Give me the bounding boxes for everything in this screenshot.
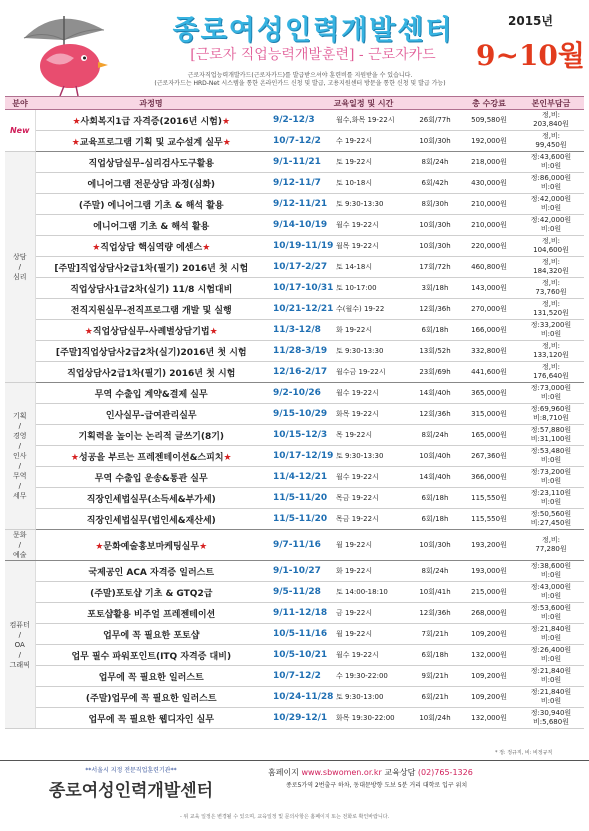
star-icon: ★ — [84, 326, 93, 337]
course-days: 토 10-18시 — [334, 173, 410, 194]
course-fee: 192,000원 — [460, 131, 518, 152]
table-row — [5, 278, 584, 299]
card-note-line: 근로자직업능력개발카드(근로자카드)를 발급받으셔야 훈련비를 지원받을 수 있습니다. — [187, 72, 413, 79]
course-text: 문화예술홍보마케팅실무 — [103, 541, 200, 552]
course-name: 인사실무-급여관리실무 — [35, 404, 267, 425]
star-icon: ★ — [92, 242, 101, 253]
course-name: 직업상담실무-심리검사도구활용 — [35, 152, 267, 173]
course-name: 업무에 꼭 필요한 일러스트 — [35, 666, 267, 687]
course-copay: 정:21,840원 비:0원 — [518, 624, 584, 645]
course-period: 9/2-10/26 — [267, 383, 334, 404]
table-row — [5, 362, 584, 383]
course-period: 9/12-11/21 — [267, 194, 334, 215]
course-period: 11/5-11/20 — [267, 488, 334, 509]
table-row — [5, 383, 584, 404]
course-period: 10/5-11/16 — [267, 624, 334, 645]
table-row — [5, 582, 584, 603]
category-separator: / — [18, 482, 21, 490]
course-copay: 정:26,400원 비:0원 — [518, 645, 584, 666]
course-hours: 10회/41h — [410, 582, 460, 603]
course-copay: 정:43,000원 비:0원 — [518, 582, 584, 603]
course-fee: 115,550원 — [460, 488, 518, 509]
table-row — [5, 561, 584, 582]
course-table — [5, 96, 584, 729]
course-name: 업무 필수 파워포인트(ITQ 자격증 대비) — [35, 645, 267, 666]
course-hours: 8회/24h — [410, 152, 460, 173]
table-row — [5, 645, 584, 666]
category-part: 상담 — [12, 253, 27, 261]
course-period: 9/11-12/18 — [267, 603, 334, 624]
course-copay: 정:53,480원 비:0원 — [518, 446, 584, 467]
course-fee: 218,000원 — [460, 152, 518, 173]
course-name: 업무에 꼭 필요한 포토샵 — [35, 624, 267, 645]
course-text: 성공을 부르는 프레젠테이션&스피치 — [78, 452, 224, 463]
table-row — [5, 530, 584, 561]
footer-disclaimer: - 위 교육 일정은 변경될 수 있으며, 교육일정 및 문의사항은 홈페이지 또는 전화로 확인바랍니다. — [180, 814, 390, 820]
table-row — [5, 215, 584, 236]
category-part: OA — [14, 640, 25, 649]
course-copay: 정:43,600원 비:0원 — [518, 152, 584, 173]
table-row — [5, 110, 584, 131]
course-copay: 정,비: 133,120원 — [518, 341, 584, 362]
category-separator: / — [18, 422, 21, 430]
category-part: 무역 — [12, 472, 27, 480]
star-icon: ★ — [70, 452, 79, 463]
star-icon: ★ — [71, 137, 80, 148]
course-hours: 14회/40h — [410, 383, 460, 404]
table-row — [5, 488, 584, 509]
homepage-label: 홈페이지 — [268, 768, 299, 777]
course-copay: 정:86,000원 비:0원 — [518, 173, 584, 194]
course-copay: 정:33,200원 비:0원 — [518, 320, 584, 341]
course-fee: 109,200원 — [460, 624, 518, 645]
course-copay: 정:73,200원 비:0원 — [518, 467, 584, 488]
course-copay: 정:53,600원 비:0원 — [518, 603, 584, 624]
course-hours: 17회/72h — [410, 257, 460, 278]
course-text: 직업상담 핵심역량 에센스 — [100, 242, 203, 253]
course-fee: 132,000원 — [460, 708, 518, 729]
course-copay: 정,비: 99,450원 — [518, 131, 584, 152]
category-separator: / — [18, 462, 21, 470]
course-name: 무역 수출입 계약&결제 실무 — [35, 383, 267, 404]
table-row — [5, 173, 584, 194]
course-name: 직장인세법실무(법인세&재산세) — [35, 509, 267, 530]
course-period: 10/17-2/27 — [267, 257, 334, 278]
course-name: 직업상담사2급1차(필기) 2016년 첫 시험 — [35, 362, 267, 383]
category-separator: / — [18, 442, 21, 450]
table-row — [5, 425, 584, 446]
course-name: 업무에 꼭 필요한 웹디자인 실무 — [35, 708, 267, 729]
course-hours: 13회/52h — [410, 341, 460, 362]
course-hours: 8회/30h — [410, 194, 460, 215]
course-period: 10/21-12/21 — [267, 299, 334, 320]
course-days: 목금 19-22시 — [334, 509, 410, 530]
course-fee: 193,200원 — [460, 530, 518, 561]
course-copay: 정:21,840원 비:0원 — [518, 666, 584, 687]
course-days: 토 9:30-13:30 — [334, 194, 410, 215]
course-name: 포토샵활용 비주얼 프레젠테이션 — [35, 603, 267, 624]
course-hours: 6회/18h — [410, 488, 460, 509]
course-text: 사회복지1급 자격증(2016년 시험) — [80, 116, 222, 127]
header-course: 과정명 — [35, 97, 267, 110]
course-days: 월수 19-22시 — [334, 383, 410, 404]
course-hours: 6회/42h — [410, 173, 460, 194]
table-row — [5, 603, 584, 624]
table-row — [5, 257, 584, 278]
table-row — [5, 299, 584, 320]
course-days: 월수금 19-22시 — [334, 362, 410, 383]
course-days: 월 19-22시 — [334, 530, 410, 561]
course-hours: 8회/24h — [410, 561, 460, 582]
page-title: 종로여성인력개발센터 — [172, 15, 454, 46]
footer-brand — [36, 765, 226, 801]
course-hours: 12회/36h — [410, 404, 460, 425]
year-label: 2015년 — [508, 14, 553, 28]
course-copay: 정:57,880원 비:31,100원 — [518, 425, 584, 446]
category-part: 문화 — [12, 531, 27, 539]
course-fee: 210,000원 — [460, 215, 518, 236]
course-name: 에니어그램 전문상담 과정(심화) — [35, 173, 267, 194]
header-copay: 본인부담금 — [518, 97, 584, 110]
course-hours: 9회/21h — [410, 666, 460, 687]
course-period: 9/1-11/21 — [267, 152, 334, 173]
course-days: 토 19-22시 — [334, 152, 410, 173]
course-fee: 165,000원 — [460, 425, 518, 446]
course-period: 10/15-12/3 — [267, 425, 334, 446]
course-copay: 정,비: 176,640원 — [518, 362, 584, 383]
course-hours: 10회/30h — [410, 530, 460, 561]
course-days: 토 10-17:00 — [334, 278, 410, 299]
footer-org-name: 종로여성인력개발센터 — [48, 781, 214, 801]
course-period: 9/14-10/19 — [267, 215, 334, 236]
course-copay: 정,비: 104,600원 — [518, 236, 584, 257]
course-period: 11/4-12/21 — [267, 467, 334, 488]
star-icon: ★ — [209, 326, 218, 337]
course-copay: 정:30,940원 비:5,680원 — [518, 708, 584, 729]
course-fee: 332,800원 — [460, 341, 518, 362]
course-copay: 정:73,000원 비:0원 — [518, 383, 584, 404]
table-row — [5, 404, 584, 425]
homepage-link[interactable]: www.sbwomen.or.kr — [301, 768, 382, 777]
course-name — [35, 530, 267, 561]
course-hours: 10회/40h — [410, 446, 460, 467]
course-name — [35, 236, 267, 257]
course-copay: 정,비: 184,320원 — [518, 257, 584, 278]
contact-label: 교육상담 — [384, 768, 416, 777]
course-days: 토 14:00-18:10 — [334, 582, 410, 603]
course-days: 화 19-22시 — [334, 320, 410, 341]
course-days: 화 19-22시 — [334, 561, 410, 582]
course-copay: 정:38,600원 비:0원 — [518, 561, 584, 582]
category-separator: / — [18, 630, 21, 639]
course-hours: 10회/30h — [410, 215, 460, 236]
course-period: 11/28-3/19 — [267, 341, 334, 362]
course-fee: 109,200원 — [460, 687, 518, 708]
course-name: 에니어그램 기초 & 해석 활용 — [35, 215, 267, 236]
star-icon: ★ — [223, 452, 232, 463]
table-row — [5, 708, 584, 729]
course-fee: 109,200원 — [460, 666, 518, 687]
table-row — [5, 131, 584, 152]
category-part: 그래픽 — [9, 660, 30, 669]
star-icon: ★ — [221, 116, 231, 127]
course-name: 직업상담사1급2차(실기) 11/8 시험대비 — [35, 278, 267, 299]
table-row — [5, 467, 584, 488]
course-name: 국제공인 ACA 자격증 일러스트 — [35, 561, 267, 582]
course-fee: 365,000원 — [460, 383, 518, 404]
course-name: (주말)업무에 꼭 필요한 일러스트 — [35, 687, 267, 708]
header-fee: 총 수강료 — [460, 97, 518, 110]
course-name — [35, 110, 267, 131]
course-days: 토 9:30-13:30 — [334, 341, 410, 362]
card-notes — [110, 72, 490, 88]
course-name: 직장인세법실무(소득세&부가세) — [35, 488, 267, 509]
course-days: 토 14-18시 — [334, 257, 410, 278]
course-fee: 193,000원 — [460, 561, 518, 582]
course-fee: 166,000원 — [460, 320, 518, 341]
course-fee: 267,360원 — [460, 446, 518, 467]
course-name: 기획력을 높이는 논리적 글쓰기(8기) — [35, 425, 267, 446]
course-hours: 23회/69h — [410, 362, 460, 383]
course-days: 월 19-22시 — [334, 624, 410, 645]
course-hours: 7회/21h — [410, 624, 460, 645]
category-part: 세무 — [12, 492, 27, 500]
category-separator: / — [18, 650, 21, 659]
course-copay: 정,비: 77,280원 — [518, 530, 584, 561]
star-icon: ★ — [222, 137, 231, 148]
category-cell — [5, 561, 35, 729]
table-row — [5, 624, 584, 645]
course-days: 월수,화목 19-22시 — [334, 110, 410, 131]
course-days: 토 9:30-13:00 — [334, 687, 410, 708]
category-cell — [5, 383, 35, 530]
course-days: 수 19-22시 — [334, 131, 410, 152]
category-separator: / — [18, 263, 21, 271]
page-header — [0, 0, 589, 72]
table-row — [5, 666, 584, 687]
card-note-line: (근로자카드는 HRD-Net 시스템을 통한 온라인카드 신청 및 발급, 고용지원센터 방문을 통한 신청 및 발급 가능) — [154, 80, 446, 87]
course-period: 9/7-11/16 — [267, 530, 334, 561]
course-fee: 441,600원 — [460, 362, 518, 383]
table-row — [5, 152, 584, 173]
course-name — [35, 320, 267, 341]
course-text: 직업상담실무-사례별상담기법 — [92, 326, 210, 337]
table-row — [5, 509, 584, 530]
course-period: 12/16-2/17 — [267, 362, 334, 383]
course-days: 목 19-22시 — [334, 425, 410, 446]
course-fee: 220,000원 — [460, 236, 518, 257]
category-part: 인사 — [12, 452, 27, 460]
course-days: 화목 19-22시 — [334, 404, 410, 425]
star-icon: ★ — [95, 541, 104, 552]
course-fee: 143,000원 — [460, 278, 518, 299]
course-period: 9/12-11/7 — [267, 173, 334, 194]
star-icon: ★ — [72, 116, 81, 127]
course-period: 10/7-12/2 — [267, 666, 334, 687]
course-hours: 6회/18h — [410, 645, 460, 666]
course-hours: 10회/24h — [410, 708, 460, 729]
course-copay: 정,비: 131,520원 — [518, 299, 584, 320]
course-hours: 10회/30h — [410, 236, 460, 257]
course-name — [35, 446, 267, 467]
course-period: 11/3-12/8 — [267, 320, 334, 341]
course-hours: 6회/18h — [410, 509, 460, 530]
table-row — [5, 687, 584, 708]
page-subtitle: [근로자 직업능력개발훈련] - 근로자카드 — [190, 47, 436, 63]
table-row — [5, 320, 584, 341]
course-fee: 270,000원 — [460, 299, 518, 320]
course-fee: 210,000원 — [460, 194, 518, 215]
course-period: 11/5-11/20 — [267, 509, 334, 530]
course-name: 무역 수출입 운송&통관 실무 — [35, 467, 267, 488]
course-hours: 6회/21h — [410, 687, 460, 708]
course-days: 화목 19:30-22:00 — [334, 708, 410, 729]
course-copay: 정,비: 73,760원 — [518, 278, 584, 299]
star-icon: ★ — [202, 242, 211, 253]
course-period: 9/2-12/3 — [267, 110, 334, 131]
course-copay: 정:42,000원 비:0원 — [518, 215, 584, 236]
footer-address: 종로5가역 2번출구 하차, 동대문방향 도보 5분 거리 대학로 입구 위치 — [286, 782, 468, 789]
course-days: 수 19:30-22:00 — [334, 666, 410, 687]
bird-with-umbrella-icon — [18, 8, 118, 100]
course-period: 10/17-10/31 — [267, 278, 334, 299]
course-days: 월목 19-22시 — [334, 236, 410, 257]
course-fee: 315,000원 — [460, 404, 518, 425]
course-fee: 430,000원 — [460, 173, 518, 194]
course-fee: 215,000원 — [460, 582, 518, 603]
course-days: 월수 19-22시 — [334, 215, 410, 236]
course-days: 수(월수) 19-22 — [334, 299, 410, 320]
table-row — [5, 194, 584, 215]
course-name: (주말)포토샵 기초 & GTQ2급 — [35, 582, 267, 603]
footer-info — [268, 767, 473, 789]
course-days: 월수 19-22시 — [334, 467, 410, 488]
course-fee: 268,000원 — [460, 603, 518, 624]
course-fee: 132,000원 — [460, 645, 518, 666]
course-copay: 정:50,560원 비:27,450원 — [518, 509, 584, 530]
course-hours: 14회/40h — [410, 467, 460, 488]
header-field: 분야 — [5, 97, 35, 110]
table-row — [5, 341, 584, 362]
course-copay: 정:23,110원 비:0원 — [518, 488, 584, 509]
course-hours: 12회/36h — [410, 603, 460, 624]
course-days: 금 19-22시 — [334, 603, 410, 624]
course-fee: 115,550원 — [460, 509, 518, 530]
course-fee: 366,000원 — [460, 467, 518, 488]
course-days: 월수 19-22시 — [334, 645, 410, 666]
months-label: 9~10월 — [476, 39, 585, 72]
course-period: 10/19-11/19 — [267, 236, 334, 257]
footer-tag: **서울시 지정 전문직업훈련기관** — [85, 767, 177, 774]
course-fee: 460,800원 — [460, 257, 518, 278]
category-part: 경영 — [12, 432, 27, 440]
course-period: 10/17-12/19 — [267, 446, 334, 467]
course-hours: 8회/24h — [410, 425, 460, 446]
course-name — [35, 131, 267, 152]
category-cell — [5, 152, 35, 383]
page-footer — [0, 760, 589, 831]
course-period: 9/1-10/27 — [267, 561, 334, 582]
course-name: (주말) 에니어그램 기초 & 해석 활용 — [35, 194, 267, 215]
category-part: 심리 — [12, 273, 27, 281]
table-row — [5, 236, 584, 257]
course-period: 10/7-12/2 — [267, 131, 334, 152]
header-schedule: 교육일정 및 시간 — [267, 97, 460, 110]
category-part: 기획 — [12, 412, 27, 420]
footnote: * 정: 정규직, 비: 비정규직 — [495, 750, 553, 756]
course-days: 토 9:30-13:30 — [334, 446, 410, 467]
course-copay: 정,비: 203,840원 — [518, 110, 584, 131]
course-hours: 3회/18h — [410, 278, 460, 299]
course-hours: 12회/36h — [410, 299, 460, 320]
category-cell — [5, 530, 35, 561]
course-hours: 6회/18h — [410, 320, 460, 341]
course-name: [주말]직업상담사2급1차(필기) 2016년 첫 시험 — [35, 257, 267, 278]
table-body — [5, 110, 584, 729]
course-copay: 정:21,840원 비:0원 — [518, 687, 584, 708]
category-part: 컴퓨터 — [9, 620, 30, 629]
table-header-row — [5, 97, 584, 110]
course-period: 10/29-12/1 — [267, 708, 334, 729]
course-name: [주말]직업상담사2급2차(실기)2016년 첫 시험 — [35, 341, 267, 362]
category-cell: New — [5, 110, 35, 152]
course-copay: 정:42,000원 비:0원 — [518, 194, 584, 215]
course-copay: 정:69,960원 비:8,710원 — [518, 404, 584, 425]
course-period: 9/5-11/28 — [267, 582, 334, 603]
course-days: 목금 19-22시 — [334, 488, 410, 509]
table-row — [5, 446, 584, 467]
course-hours: 26회/77h — [410, 110, 460, 131]
category-separator: / — [18, 541, 21, 549]
course-hours: 10회/30h — [410, 131, 460, 152]
course-period: 9/15-10/29 — [267, 404, 334, 425]
course-name: 전직지원실무-전직프로그램 개발 및 실행 — [35, 299, 267, 320]
course-period: 10/24-11/28 — [267, 687, 334, 708]
course-text: 교육프로그램 기획 및 교수설계 실무 — [79, 137, 223, 148]
category-part: 예술 — [12, 551, 27, 559]
contact-phone[interactable]: (02)765-1326 — [417, 768, 473, 777]
course-period: 10/5-10/21 — [267, 645, 334, 666]
star-icon: ★ — [199, 541, 208, 552]
course-fee: 509,580원 — [460, 110, 518, 131]
